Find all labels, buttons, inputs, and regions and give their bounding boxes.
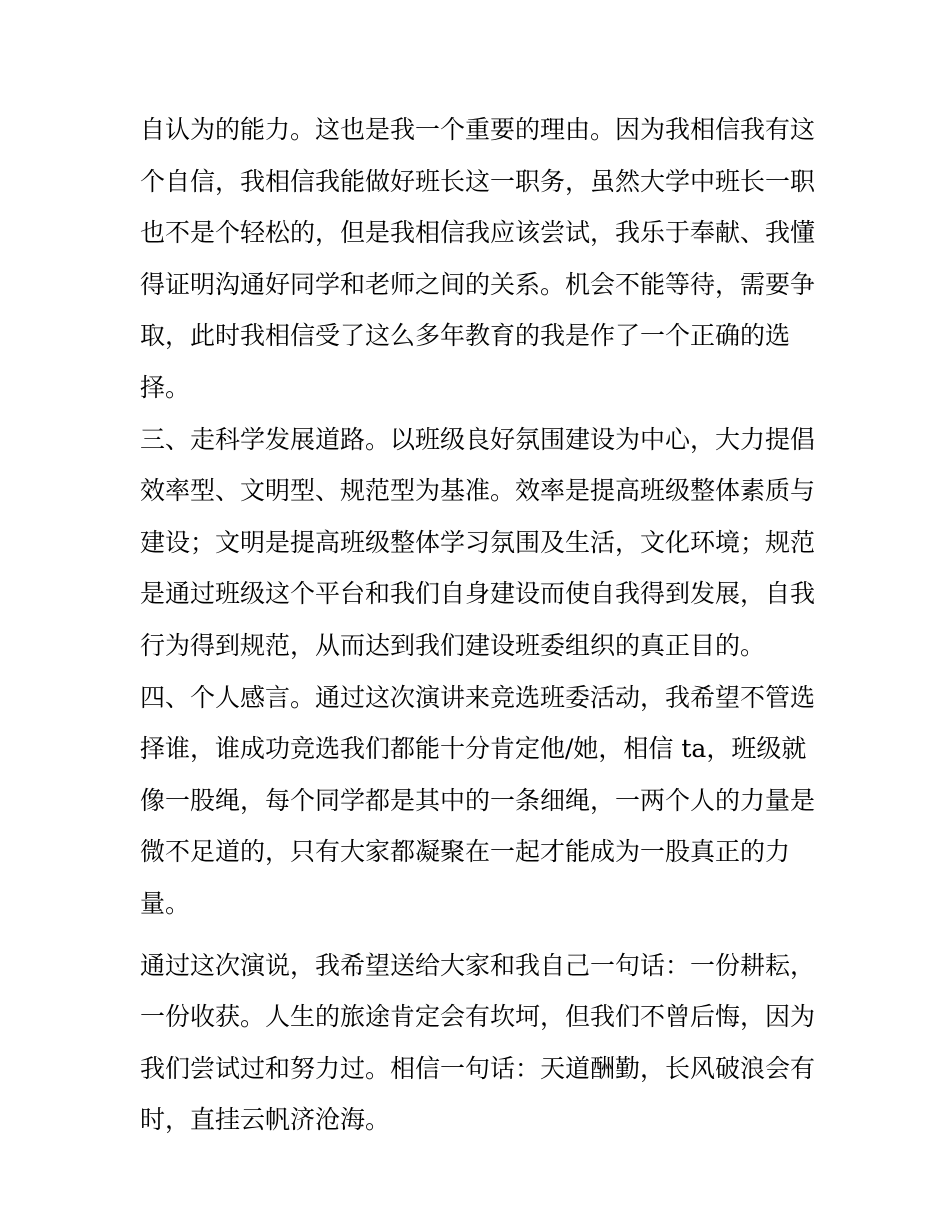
document-body bbox=[140, 104, 816, 1146]
text-line: 取，此时我相信受了这么多年教育的我是作了一个正确的选 bbox=[140, 321, 791, 351]
text-line: 像一股绳，每个同学都是其中的一条细绳，一两个人的力量是 bbox=[140, 785, 816, 815]
text-line: 四、个人感言。通过这次演讲来竞选班委活动，我希望不管选 bbox=[140, 682, 816, 712]
text-line: 三、走科学发展道路。以班级良好氛围建设为中心，大力提倡 bbox=[140, 424, 816, 454]
text-line: 通过这次演说，我希望送给大家和我自己一句话：一份耕耘， bbox=[140, 950, 816, 980]
text-line: 行为得到规范，从而达到我们建设班委组织的真正目的。 bbox=[140, 630, 766, 660]
text-line: 自认为的能力。这也是我一个重要的理由。因为我相信我有这 bbox=[140, 115, 816, 144]
text-line: 个自信，我相信我能做好班长这一职务，虽然大学中班长一职 bbox=[140, 166, 816, 196]
text-line: 是通过班级这个平台和我们自身建设而使自我得到发展，自我 bbox=[140, 579, 816, 609]
text-line: 时，直挂云帆济沧海。 bbox=[140, 1105, 391, 1135]
text-line: 择谁，谁成功竞选我们都能十分肯定他/她，相信 ta，班级就 bbox=[140, 734, 807, 764]
text-line: 也不是个轻松的，但是我相信我应该尝试，我乐于奉献、我懂 bbox=[140, 218, 816, 248]
text-line: 得证明沟通好同学和老师之间的关系。机会不能等待，需要争 bbox=[140, 269, 816, 299]
text-line: 择。 bbox=[140, 372, 191, 402]
text-line: 建设；文明是提高班级整体学习氛围及生活，文化环境；规范 bbox=[140, 527, 816, 557]
text-line: 量。 bbox=[140, 888, 191, 918]
text-line: 微不足道的，只有大家都凝聚在一起才能成为一股真正的力 bbox=[140, 837, 791, 867]
text-line: 效率型、文明型、规范型为基准。效率是提高班级整体素质与 bbox=[140, 476, 816, 506]
text-line: 一份收获。人生的旅途肯定会有坎坷，但我们不曾后悔，因为 bbox=[140, 1002, 816, 1032]
text-line: 我们尝试过和努力过。相信一句话：天道酬勤，长风破浪会有 bbox=[140, 1053, 816, 1083]
